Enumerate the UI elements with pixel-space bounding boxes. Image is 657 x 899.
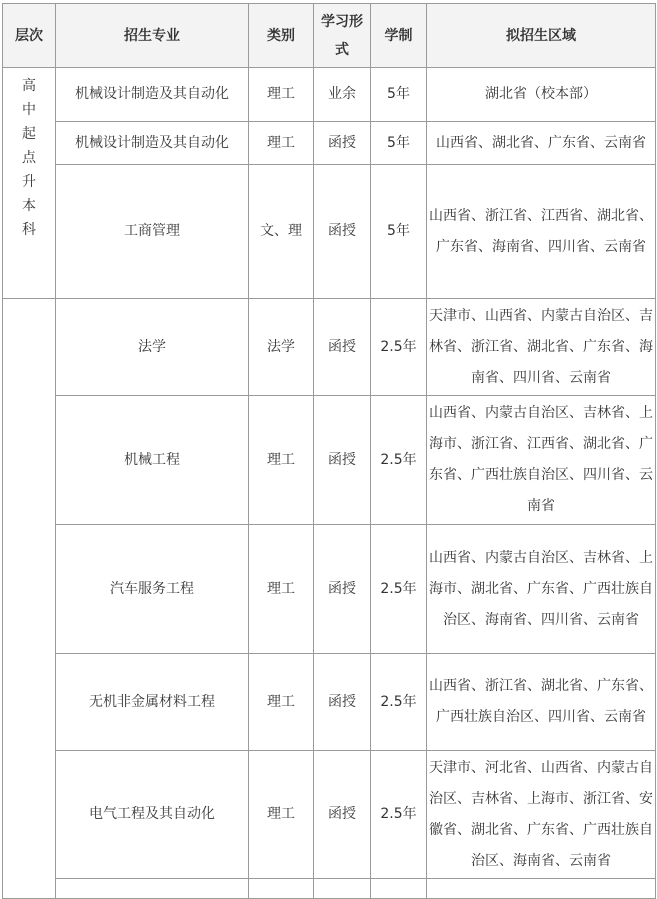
duration-cell: 2.5年 (371, 396, 427, 525)
area-cell: 山西省、内蒙古自治区、吉林省、上海市、浙江省、江西省、湖北省、广东省、广西壮族自治区、四川省、云南省 (427, 396, 656, 525)
major-cell: 工商管理 (56, 165, 249, 299)
duration-cell: 2.5年 (371, 299, 427, 396)
level-cell (3, 68, 56, 299)
category-cell: 理工 (249, 525, 314, 654)
duration-cell: 2.5年 (371, 525, 427, 654)
major-cell: 机械工程 (56, 396, 249, 525)
area-cell: 山西省、浙江省、湖北省、广东省、广西壮族自治区、四川省、云南省 (427, 654, 656, 751)
category-cell: 理工 (249, 396, 314, 525)
major-cell: 机械设计制造及其自动化 (56, 122, 249, 165)
area-cell: 天津市、山西省、内蒙古自治区、吉林省、浙江省、湖北省、广东省、海南省、四川省、云南省 (427, 299, 656, 396)
category-cell: 理工 (249, 122, 314, 165)
major-cell: 汽车服务工程 (56, 525, 249, 654)
table-row (3, 165, 656, 299)
duration-cell: 5年 (371, 165, 427, 299)
category-cell: 文、理 (249, 165, 314, 299)
header-level: 层次 (3, 4, 56, 68)
form-cell: 函授 (314, 525, 371, 654)
area-cell: 天津市、河北省、山西省、内蒙古自治区、吉林省、上海市、浙江省、安徽省、湖北省、广东省、广西壮族自治区、海南省、云南省 (427, 751, 656, 879)
form-cell: 函授 (314, 654, 371, 751)
level-cell (3, 299, 56, 899)
category-cell: 理工 (249, 654, 314, 751)
header-form: 学习形式 (314, 4, 371, 68)
category-cell: 理工 (249, 68, 314, 122)
table-row (3, 751, 656, 879)
table-row (3, 68, 656, 122)
form-cell: 函授 (314, 396, 371, 525)
level-label: 高中起点升本科 (22, 78, 36, 238)
table-row (3, 654, 656, 751)
header-area: 拟招生区域 (427, 4, 656, 68)
header-row (3, 4, 656, 68)
major-cell: 电气工程及其自动化 (56, 751, 249, 879)
table-row (3, 122, 656, 165)
area-cell: 山西省、湖北省、广东省、云南省 (427, 122, 656, 165)
header-duration: 学制 (371, 4, 427, 68)
enrollment-table (2, 3, 656, 899)
header-major: 招生专业 (56, 4, 249, 68)
area-cell: 山西省、浙江省、江西省、湖北省、广东省、海南省、四川省、云南省 (427, 165, 656, 299)
form-cell: 函授 (314, 751, 371, 879)
major-cell: 无机非金属材料工程 (56, 654, 249, 751)
category-cell: 法学 (249, 299, 314, 396)
major-cell: 机械设计制造及其自动化 (56, 68, 249, 122)
major-cell: 法学 (56, 299, 249, 396)
duration-cell: 2.5年 (371, 654, 427, 751)
table-row (3, 299, 656, 396)
duration-cell: 5年 (371, 122, 427, 165)
table-row-continued (3, 879, 656, 899)
form-cell: 函授 (314, 299, 371, 396)
table-row (3, 396, 656, 525)
duration-cell: 2.5年 (371, 751, 427, 879)
form-cell: 函授 (314, 165, 371, 299)
form-cell: 业余 (314, 68, 371, 122)
table-row (3, 525, 656, 654)
form-cell: 函授 (314, 122, 371, 165)
duration-cell: 5年 (371, 68, 427, 122)
area-cell: 湖北省（校本部） (427, 68, 656, 122)
area-cell: 山西省、内蒙古自治区、吉林省、上海市、湖北省、广东省、广西壮族自治区、海南省、四川省、云南省 (427, 525, 656, 654)
category-cell: 理工 (249, 751, 314, 879)
header-category: 类别 (249, 4, 314, 68)
